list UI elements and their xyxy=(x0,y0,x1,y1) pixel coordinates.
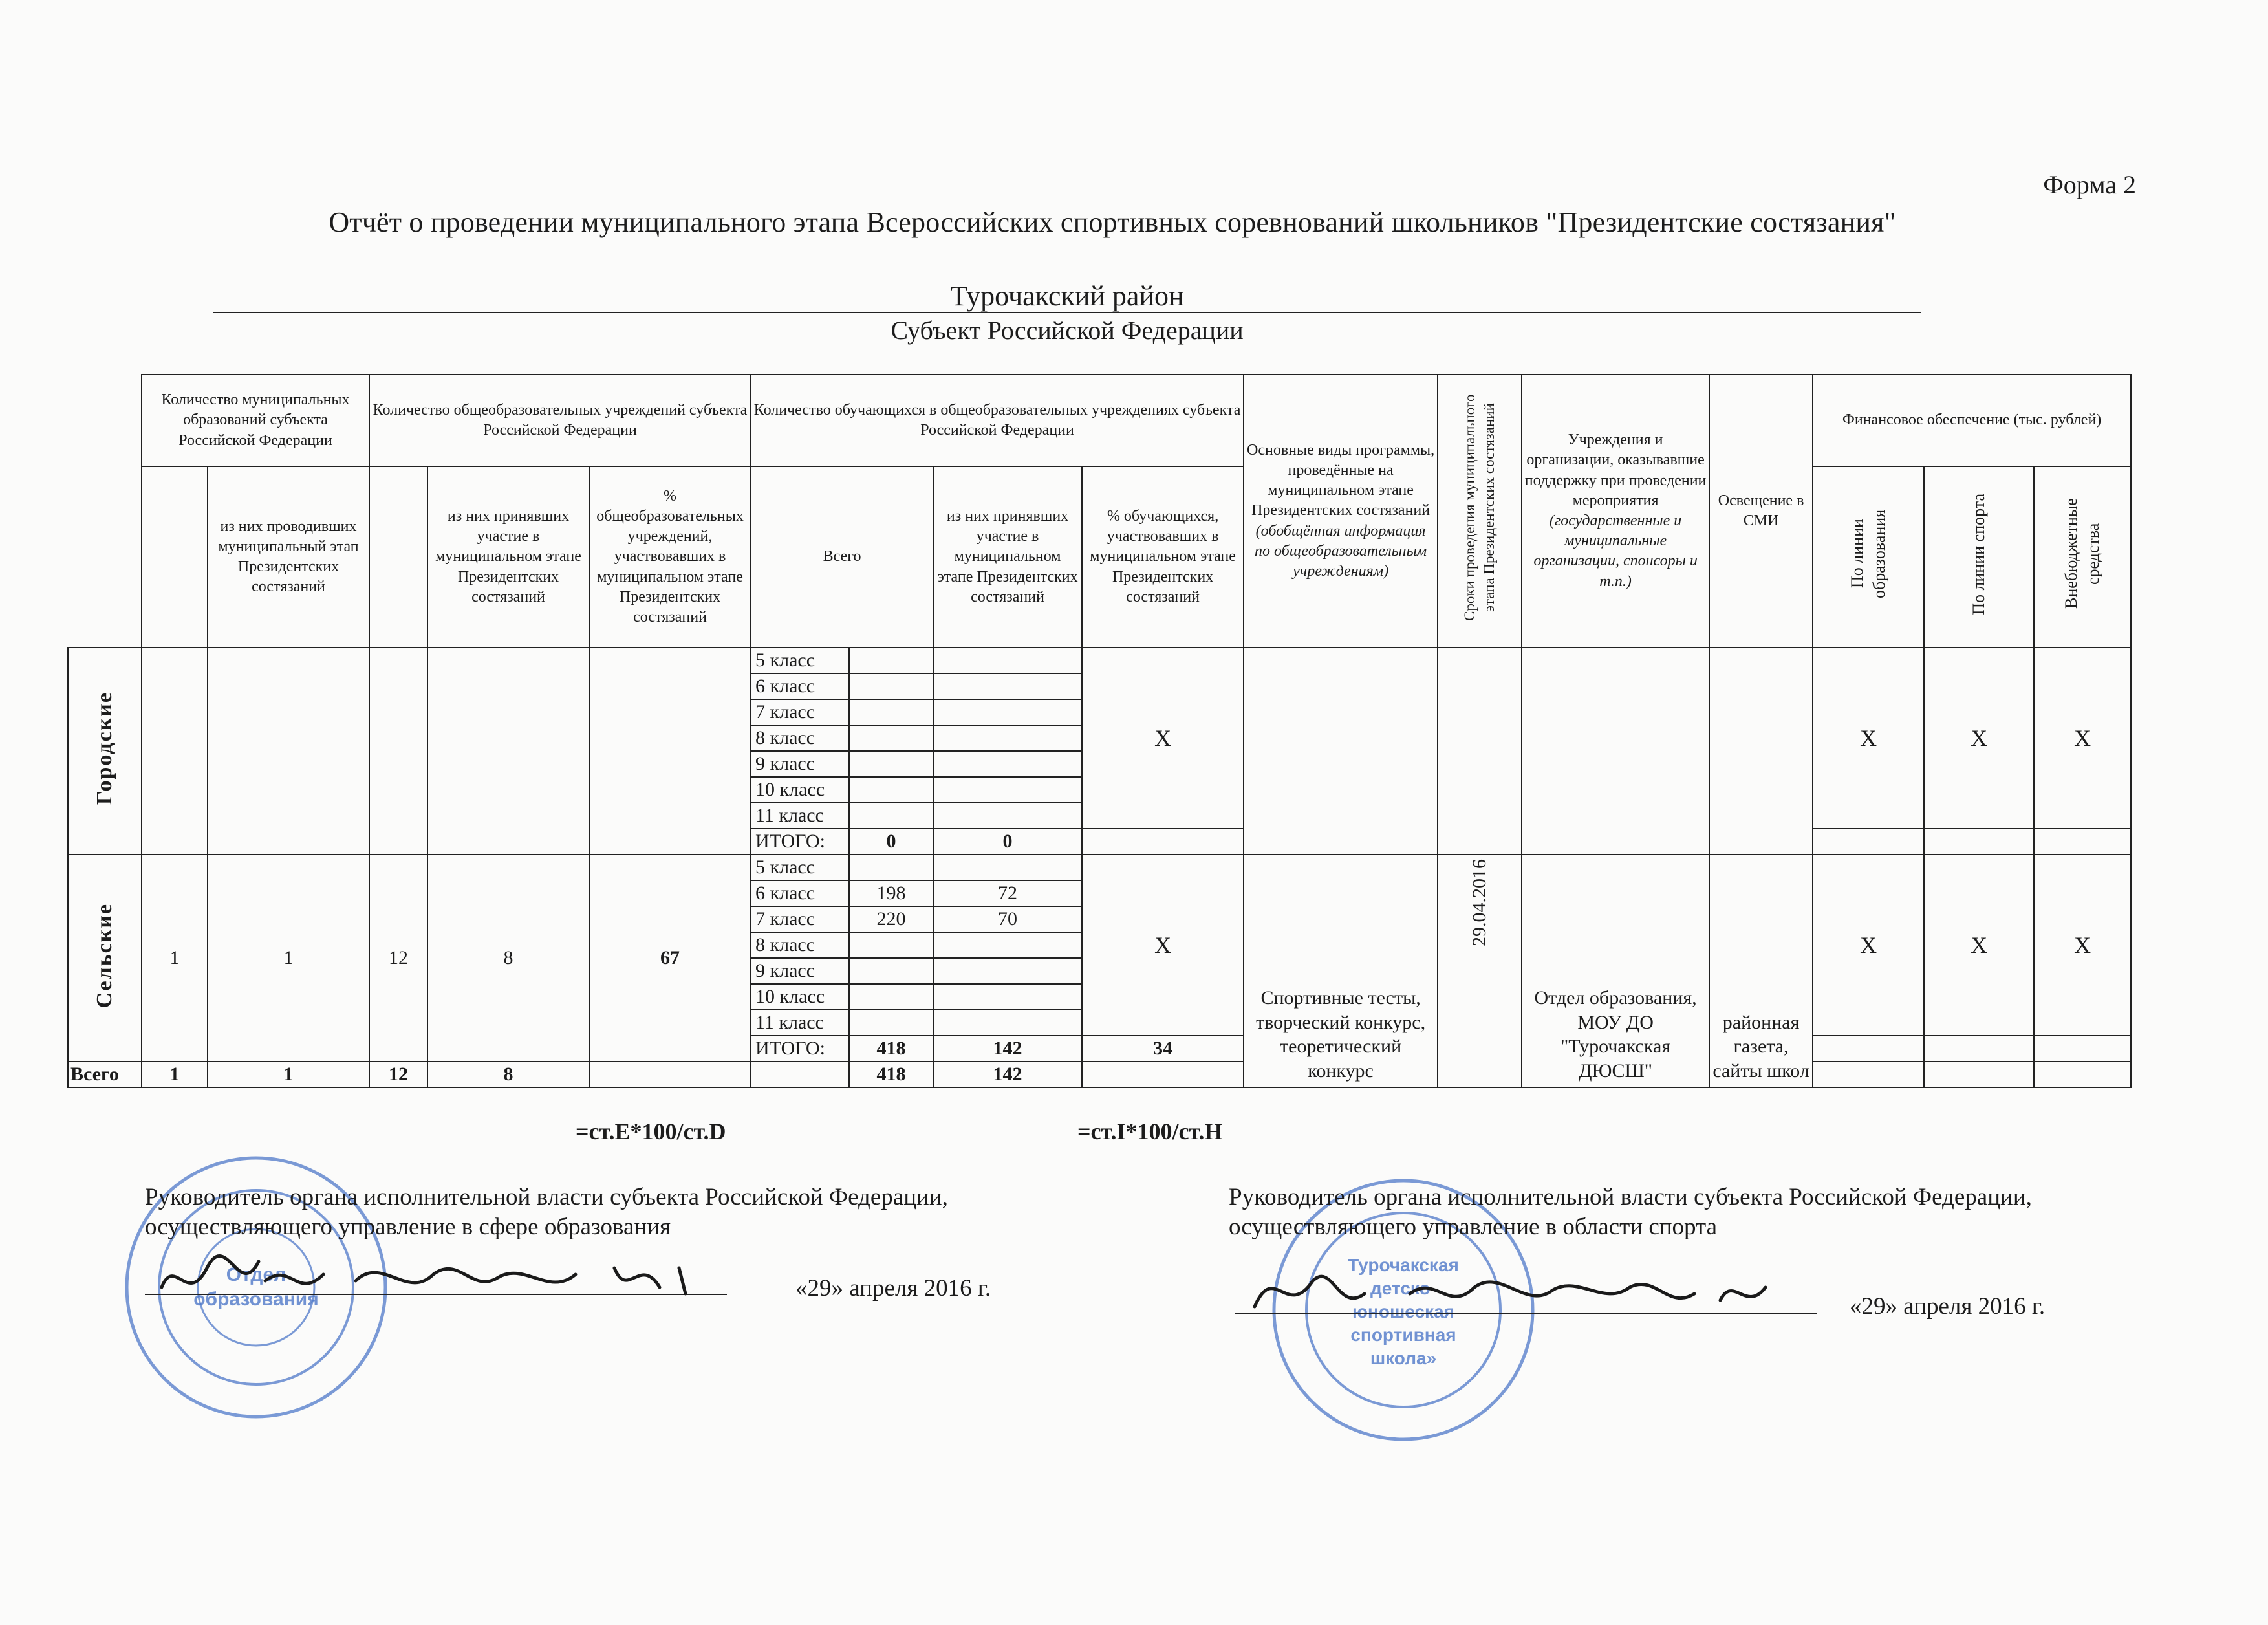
urban-fin-sport: Х xyxy=(1924,648,2034,829)
urban-mun xyxy=(142,648,208,855)
header-finance: Финансовое обеспечение (тыс. рублей) xyxy=(1813,375,2131,466)
urban-class-total xyxy=(849,725,933,751)
urban-fin-extra: Х xyxy=(2034,648,2131,829)
rural-class-total xyxy=(849,932,933,958)
urban-mun-part xyxy=(208,648,369,855)
rural-itogo-part: 142 xyxy=(933,1036,1082,1062)
region-underline xyxy=(213,312,1921,313)
rural-orgs: Отдел образования, МОУ ДО "Турочакская ДЮСШ" xyxy=(1522,855,1709,1087)
form-number: Форма 2 xyxy=(2043,170,2136,199)
total-mun: 1 xyxy=(142,1062,208,1087)
report-table xyxy=(67,374,2132,1088)
urban-schools xyxy=(369,648,427,855)
rural-schools-part: 8 xyxy=(427,855,589,1062)
urban-programs xyxy=(1244,648,1438,855)
rural-schools-pct: 67 xyxy=(589,855,751,1062)
dates-header-text: Сроки проведения муниципального этапа Президентских состязаний xyxy=(1462,395,1498,622)
rural-class-part xyxy=(933,932,1082,958)
fin-sport-text: По линии спорта xyxy=(1969,493,1989,615)
rural-fin-sport: Х xyxy=(1924,855,2034,1036)
urban-class-label: 5 класс xyxy=(751,648,849,673)
orgs-header-text: Учреждения и организации, оказывавшие поддержку при проведении мероприятия xyxy=(1524,431,1707,509)
header-municipalities: Количество муниципальных образований субъекта Российской Федерации xyxy=(142,375,369,466)
rural-itogo-total: 418 xyxy=(849,1036,933,1062)
urban-schools-pct xyxy=(589,648,751,855)
programs-header-note: (обобщённая информация по общеобразовательным учреждениям) xyxy=(1255,522,1427,580)
header-schools-pct: % общеобразовательных учреждений, участвовавших в муниципальном этапе Президентских состязаний xyxy=(589,466,751,648)
rural-fin-sport-total xyxy=(1924,1036,2034,1062)
rural-class-label: 9 класс xyxy=(751,958,849,984)
rural-class-part xyxy=(933,1010,1082,1036)
urban-fin-sport-total xyxy=(1924,829,2034,855)
rural-class-total xyxy=(849,958,933,984)
fin-edu-text: По линии образования xyxy=(1848,509,1889,598)
total-fin-sport xyxy=(1924,1062,2034,1087)
rural-fin-extra-total xyxy=(2034,1036,2131,1062)
rural-class-part xyxy=(933,855,1082,880)
urban-class-part xyxy=(933,803,1082,829)
left-signatory-title: Руководитель органа исполнительной власти субъекта Российской Федерации, осуществляющего управление в сфере образования xyxy=(145,1184,948,1241)
total-fin-extra xyxy=(2034,1062,2131,1087)
rural-dates: 29.04.2016 xyxy=(1469,859,1491,946)
header-students-part: из них принявших участие в муниципальном этапе Президентских состязаний xyxy=(933,466,1082,648)
rural-fin-extra: Х xyxy=(2034,855,2131,1036)
header-orgs xyxy=(1522,375,1709,648)
urban-class-label: 8 класс xyxy=(751,725,849,751)
corner-cell xyxy=(68,375,142,466)
header-programs xyxy=(1244,375,1438,648)
rural-mun-part: 1 xyxy=(208,855,369,1062)
header-students-pct: % обучающихся, участвовавших в муниципальном этапе Президентских состязаний xyxy=(1082,466,1244,648)
urban-class-total xyxy=(849,699,933,725)
urban-dates xyxy=(1438,648,1522,855)
urban-class-label: 6 класс xyxy=(751,673,849,699)
rural-itogo-pct: 34 xyxy=(1082,1036,1244,1062)
rural-class-label: 8 класс xyxy=(751,932,849,958)
orgs-header-note: (государственные и муниципальные организации, спонсоры и т.п.) xyxy=(1533,512,1698,590)
urban-class-part xyxy=(933,699,1082,725)
header-students: Количество обучающихся в общеобразовательных учреждениях субъекта Российской Федерации xyxy=(751,375,1244,466)
urban-students-pct: Х xyxy=(1082,648,1244,829)
header-schools: Количество общеобразовательных учреждений субъекта Российской Федерации xyxy=(369,375,751,466)
urban-class-total xyxy=(849,777,933,803)
rural-class-label: 5 класс xyxy=(751,855,849,880)
report-title: Отчёт о проведении муниципального этапа Всероссийских спортивных соревнований школьников "Президентские состязания" xyxy=(329,206,1896,238)
urban-class-label: 9 класс xyxy=(751,751,849,777)
urban-fin-extra-total xyxy=(2034,829,2131,855)
rural-programs: Спортивные тесты, творческий конкурс, теоретический конкурс xyxy=(1244,855,1438,1087)
fin-extra-text: Внебюджетные средства xyxy=(2062,499,2103,609)
rural-mun: 1 xyxy=(142,855,208,1062)
urban-itogo-part: 0 xyxy=(933,829,1082,855)
left-signature-line xyxy=(145,1294,727,1295)
header-dates xyxy=(1438,375,1522,648)
urban-class-label: 11 класс xyxy=(751,803,849,829)
corner-cell-2 xyxy=(68,466,142,648)
rural-class-part xyxy=(933,958,1082,984)
header-mun-total xyxy=(142,466,208,648)
header-fin-sport xyxy=(1924,466,2034,648)
urban-class-label: 7 класс xyxy=(751,699,849,725)
header-media: Освещение в СМИ xyxy=(1709,375,1813,648)
urban-itogo-pct xyxy=(1082,829,1244,855)
region-name: Турочакский район xyxy=(950,280,1184,312)
header-mun-part: из них проводивших муниципальный этап Президентских состязаний xyxy=(208,466,369,648)
rural-label-cell xyxy=(68,855,142,1062)
total-students-part: 142 xyxy=(933,1062,1082,1087)
total-schools-part: 8 xyxy=(427,1062,589,1087)
rural-label: Сельские xyxy=(92,902,116,1008)
rural-class-part: 70 xyxy=(933,906,1082,932)
rural-schools: 12 xyxy=(369,855,427,1062)
urban-class-part xyxy=(933,673,1082,699)
urban-class-part xyxy=(933,725,1082,751)
rural-fin-edu: Х xyxy=(1813,855,1924,1036)
urban-class-label: 10 класс xyxy=(751,777,849,803)
urban-fin-edu: Х xyxy=(1813,648,1924,829)
urban-schools-part xyxy=(427,648,589,855)
header-schools-part: из них принявших участие в муниципальном этапе Президентских состязаний xyxy=(427,466,589,648)
total-label: Всего xyxy=(68,1062,142,1087)
sport-school-stamp-text: Турочакская детско-юношеская спортивная школа» xyxy=(1348,1255,1459,1368)
header-schools-total xyxy=(369,466,427,648)
rural-media: районная газета, сайты школ xyxy=(1709,855,1813,1087)
rural-class-total: 198 xyxy=(849,880,933,906)
total-schools-pct xyxy=(589,1062,751,1087)
urban-class-part xyxy=(933,648,1082,673)
rural-students-pct-mark: Х xyxy=(1082,855,1244,1036)
urban-class-total xyxy=(849,751,933,777)
urban-class-part xyxy=(933,751,1082,777)
right-signature-line xyxy=(1235,1313,1817,1314)
rural-class-part: 72 xyxy=(933,880,1082,906)
rural-class-label: 10 класс xyxy=(751,984,849,1010)
rural-class-total xyxy=(849,855,933,880)
urban-label: Городские xyxy=(92,692,116,805)
rural-itogo-label: ИТОГО: xyxy=(751,1036,849,1062)
rural-fin-edu-total xyxy=(1813,1036,1924,1062)
rural-class-part xyxy=(933,984,1082,1010)
urban-itogo-label: ИТОГО: xyxy=(751,829,849,855)
right-signature-date: «29» апреля 2016 г. xyxy=(1850,1293,2046,1320)
total-fin-edu xyxy=(1813,1062,1924,1087)
urban-class-part xyxy=(933,777,1082,803)
rural-class-label: 6 класс xyxy=(751,880,849,906)
urban-label-cell xyxy=(68,648,142,855)
total-mun-part: 1 xyxy=(208,1062,369,1087)
right-signatory-title: Руководитель органа исполнительной власти субъекта Российской Федерации, осуществляющего управление в области спорта xyxy=(1229,1184,2032,1241)
header-fin-extra xyxy=(2034,466,2131,648)
urban-fin-edu-total xyxy=(1813,829,1924,855)
total-schools: 12 xyxy=(369,1062,427,1087)
rural-class-label: 7 класс xyxy=(751,906,849,932)
rural-class-total xyxy=(849,984,933,1010)
rural-class-total: 220 xyxy=(849,906,933,932)
urban-media xyxy=(1709,648,1813,855)
total-students: 418 xyxy=(849,1062,933,1087)
programs-header-text: Основные виды программы, проведённые на муниципальном этапе Президентских состязаний xyxy=(1247,441,1435,519)
total-class-label xyxy=(751,1062,849,1087)
urban-class-total xyxy=(849,673,933,699)
urban-class-total xyxy=(849,648,933,673)
subject-caption: Субъект Российской Федерации xyxy=(891,316,1244,345)
education-stamp-text: Отдел образования xyxy=(193,1264,319,1310)
header-fin-edu xyxy=(1813,466,1924,648)
rural-dates-cell xyxy=(1438,855,1522,1087)
formula-students-pct: =ст.I*100/ст.H xyxy=(1077,1118,1223,1144)
header-students-total: Всего xyxy=(751,466,933,648)
rural-class-label: 11 класс xyxy=(751,1010,849,1036)
urban-itogo-total: 0 xyxy=(849,829,933,855)
urban-orgs xyxy=(1522,648,1709,855)
rural-class-total xyxy=(849,1010,933,1036)
total-students-pct xyxy=(1082,1062,1244,1087)
urban-class-total xyxy=(849,803,933,829)
left-signature-date: «29» апреля 2016 г. xyxy=(795,1275,991,1302)
formula-schools-pct: =ст.Е*100/ст.D xyxy=(576,1118,726,1144)
